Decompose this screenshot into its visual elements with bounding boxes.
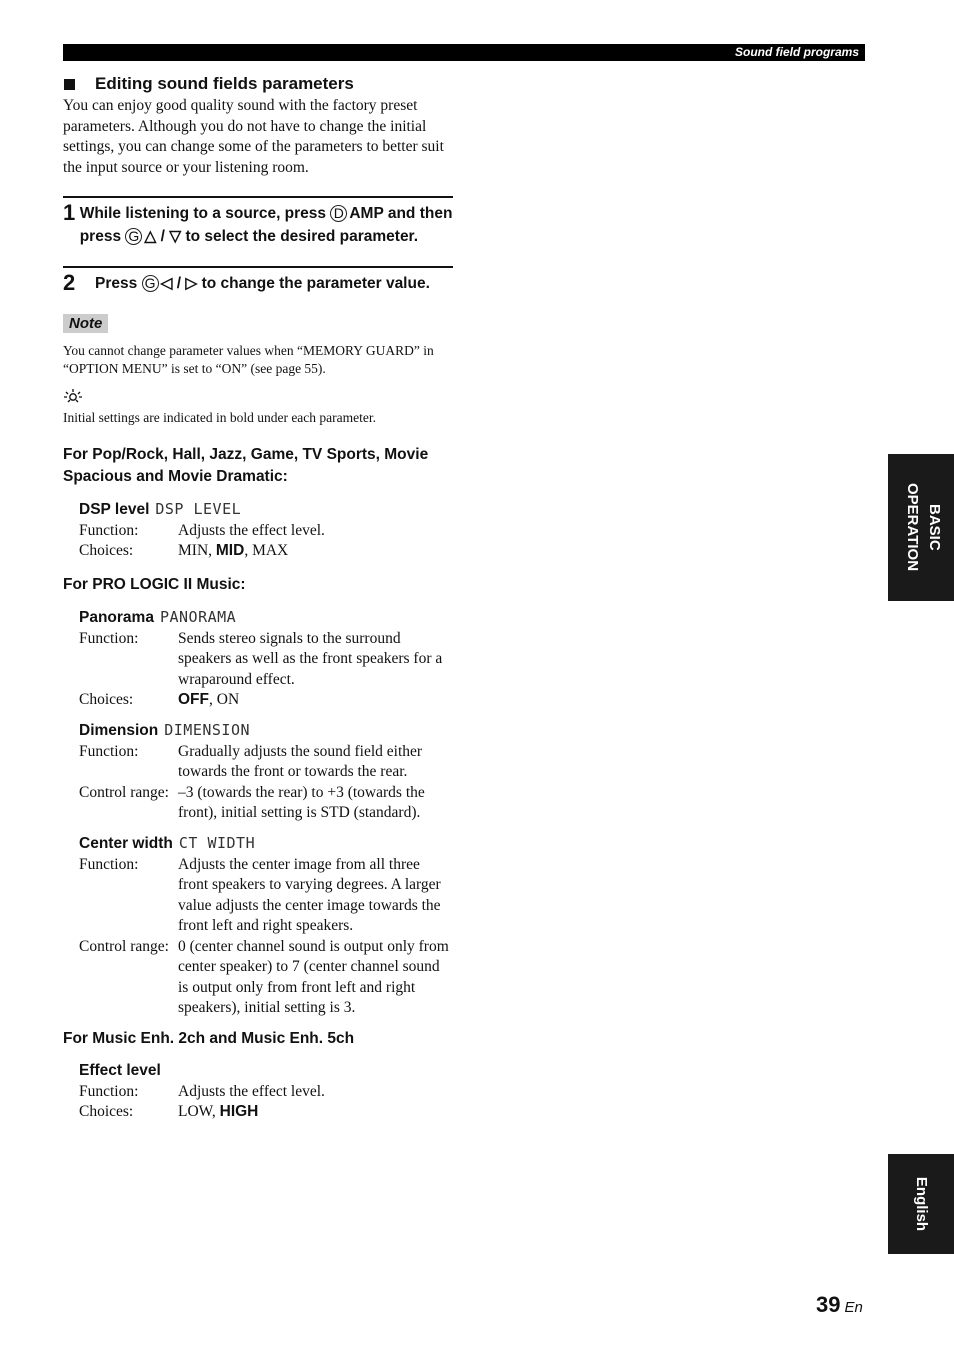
param-panorama (79, 606, 453, 711)
amp-label: AMP (349, 205, 384, 222)
range-row (79, 783, 453, 824)
step-text-part: and then press (79, 205, 453, 245)
step-number: 2 (63, 270, 76, 295)
up-down-arrows-icon: △ / ▽ (144, 227, 182, 245)
row-value (178, 690, 453, 711)
page-language: En (844, 1299, 863, 1316)
header-bar (63, 44, 865, 61)
param-name: Panorama (79, 608, 154, 626)
side-tab-english (888, 1154, 954, 1254)
row-value: Sends stereo signals to the surround speakers as well as the front speakers for a wraparound effect. (178, 629, 443, 688)
row-value: –3 (towards the rear) to +3 (towards the front), initial setting is STD (standard). (178, 783, 425, 821)
left-right-arrows-icon: ◁ / ▷ (160, 275, 198, 292)
key-g-icon: G (142, 275, 159, 292)
page-number-value: 39 (816, 1292, 841, 1317)
param-title (79, 1060, 453, 1082)
row-label: Control range: (79, 937, 169, 955)
row-value (178, 541, 453, 562)
param-name: Dimension (79, 721, 159, 739)
param-display-text: PANORAMA (159, 607, 237, 626)
row-value: Adjusts the effect level. (178, 1082, 325, 1100)
param-dsp-level (79, 498, 453, 562)
function-row (79, 521, 453, 542)
step-2 (63, 266, 453, 296)
row-label: Function: (79, 521, 139, 539)
section-title: Editing sound fields parameters (95, 74, 354, 93)
note-label: Note (63, 314, 108, 333)
tip-text: Initial settings are indicated in bold under each parameter. (63, 409, 377, 425)
step-number: 1 (63, 200, 76, 225)
main-column (63, 72, 453, 1123)
row-label: Control range: (79, 783, 169, 801)
row-label: Function: (79, 629, 139, 647)
default-choice: HIGH (219, 1103, 259, 1120)
range-row (79, 937, 453, 1019)
row-label: Choices: (79, 542, 134, 559)
note-text: You cannot change parameter values when “MEMORY GUARD” in “OPTION MENU” is set to “ON” (see page 55). (63, 342, 434, 376)
choices-row (79, 690, 453, 711)
param-center-width (79, 832, 453, 1019)
row-value (178, 1102, 453, 1123)
choices-row (79, 541, 453, 562)
row-label: Function: (79, 855, 139, 873)
step-text (95, 271, 430, 296)
choice-text: , ON (209, 691, 240, 708)
key-d-icon: D (330, 205, 347, 222)
square-bullet-icon (64, 79, 75, 90)
param-title (79, 832, 453, 855)
param-display-text: CT WIDTH (178, 833, 256, 852)
row-value: 0 (center channel sound is output only from center speaker) to 7 (center channel sound is output only from front left and right speakers), initial setting is 3. (178, 937, 449, 1016)
step-text-part: to select the desired parameter. (181, 227, 419, 245)
choice-text: , MAX (244, 542, 289, 559)
row-label: Function: (79, 742, 139, 760)
function-row (79, 855, 453, 937)
step-text-part: While listening to a source, press (79, 205, 331, 222)
side-tab-label: English (913, 1176, 930, 1232)
param-display-text: DSP LEVEL (155, 499, 242, 518)
row-value: Adjusts the effect level. (178, 521, 325, 539)
param-title (79, 719, 453, 742)
default-choice: MID (215, 542, 245, 559)
page-number (816, 1292, 863, 1318)
row-value: Adjusts the center image from all three front speakers to varying degrees. A larger value adjusts the center image towards the front left and right speakers. (178, 855, 441, 934)
choice-text: MIN, (178, 542, 216, 559)
param-effect-level (79, 1060, 453, 1123)
step-text-part: to change the parameter value. (197, 275, 430, 292)
group-heading: For Music Enh. 2ch and Music Enh. 5ch (63, 1029, 355, 1047)
param-display-text: DIMENSION (164, 720, 251, 739)
group-heading: For PRO LOGIC II Music: (63, 575, 246, 593)
function-row (79, 742, 453, 783)
section-heading (63, 72, 453, 96)
header-title: Sound field programs (734, 45, 859, 59)
key-g-icon: G (125, 228, 142, 245)
step-text (80, 201, 453, 248)
section-intro: You can enjoy good quality sound with the factory preset parameters. Although you do not have to change the initial settings, you can change some of the parameters to better suit the input source or your listening room. (63, 97, 444, 176)
choice-text: LOW, (178, 1103, 220, 1120)
side-tab-label: BASIC OPERATION (904, 483, 943, 572)
side-tab-basic-operation (888, 454, 954, 601)
row-value: Gradually adjusts the sound field either towards the front or towards the rear. (178, 742, 423, 780)
function-row (79, 629, 453, 691)
row-label: Choices: (79, 1103, 134, 1120)
param-dimension (79, 719, 453, 824)
param-name: DSP level (79, 500, 150, 518)
choices-row (79, 1102, 453, 1123)
param-name: Center width (79, 834, 173, 852)
param-name: Effect level (79, 1061, 161, 1079)
group-heading: For Pop/Rock, Hall, Jazz, Game, TV Sports, Movie Spacious and Movie Dramatic: (63, 445, 429, 485)
param-title (79, 606, 453, 629)
lightbulb-icon (63, 388, 83, 408)
param-title (79, 498, 453, 521)
default-choice: OFF (178, 691, 209, 708)
step-text-part: Press (95, 275, 142, 292)
row-label: Function: (79, 1082, 139, 1100)
step-1 (63, 196, 453, 248)
row-label: Choices: (79, 691, 134, 708)
function-row (79, 1082, 453, 1103)
